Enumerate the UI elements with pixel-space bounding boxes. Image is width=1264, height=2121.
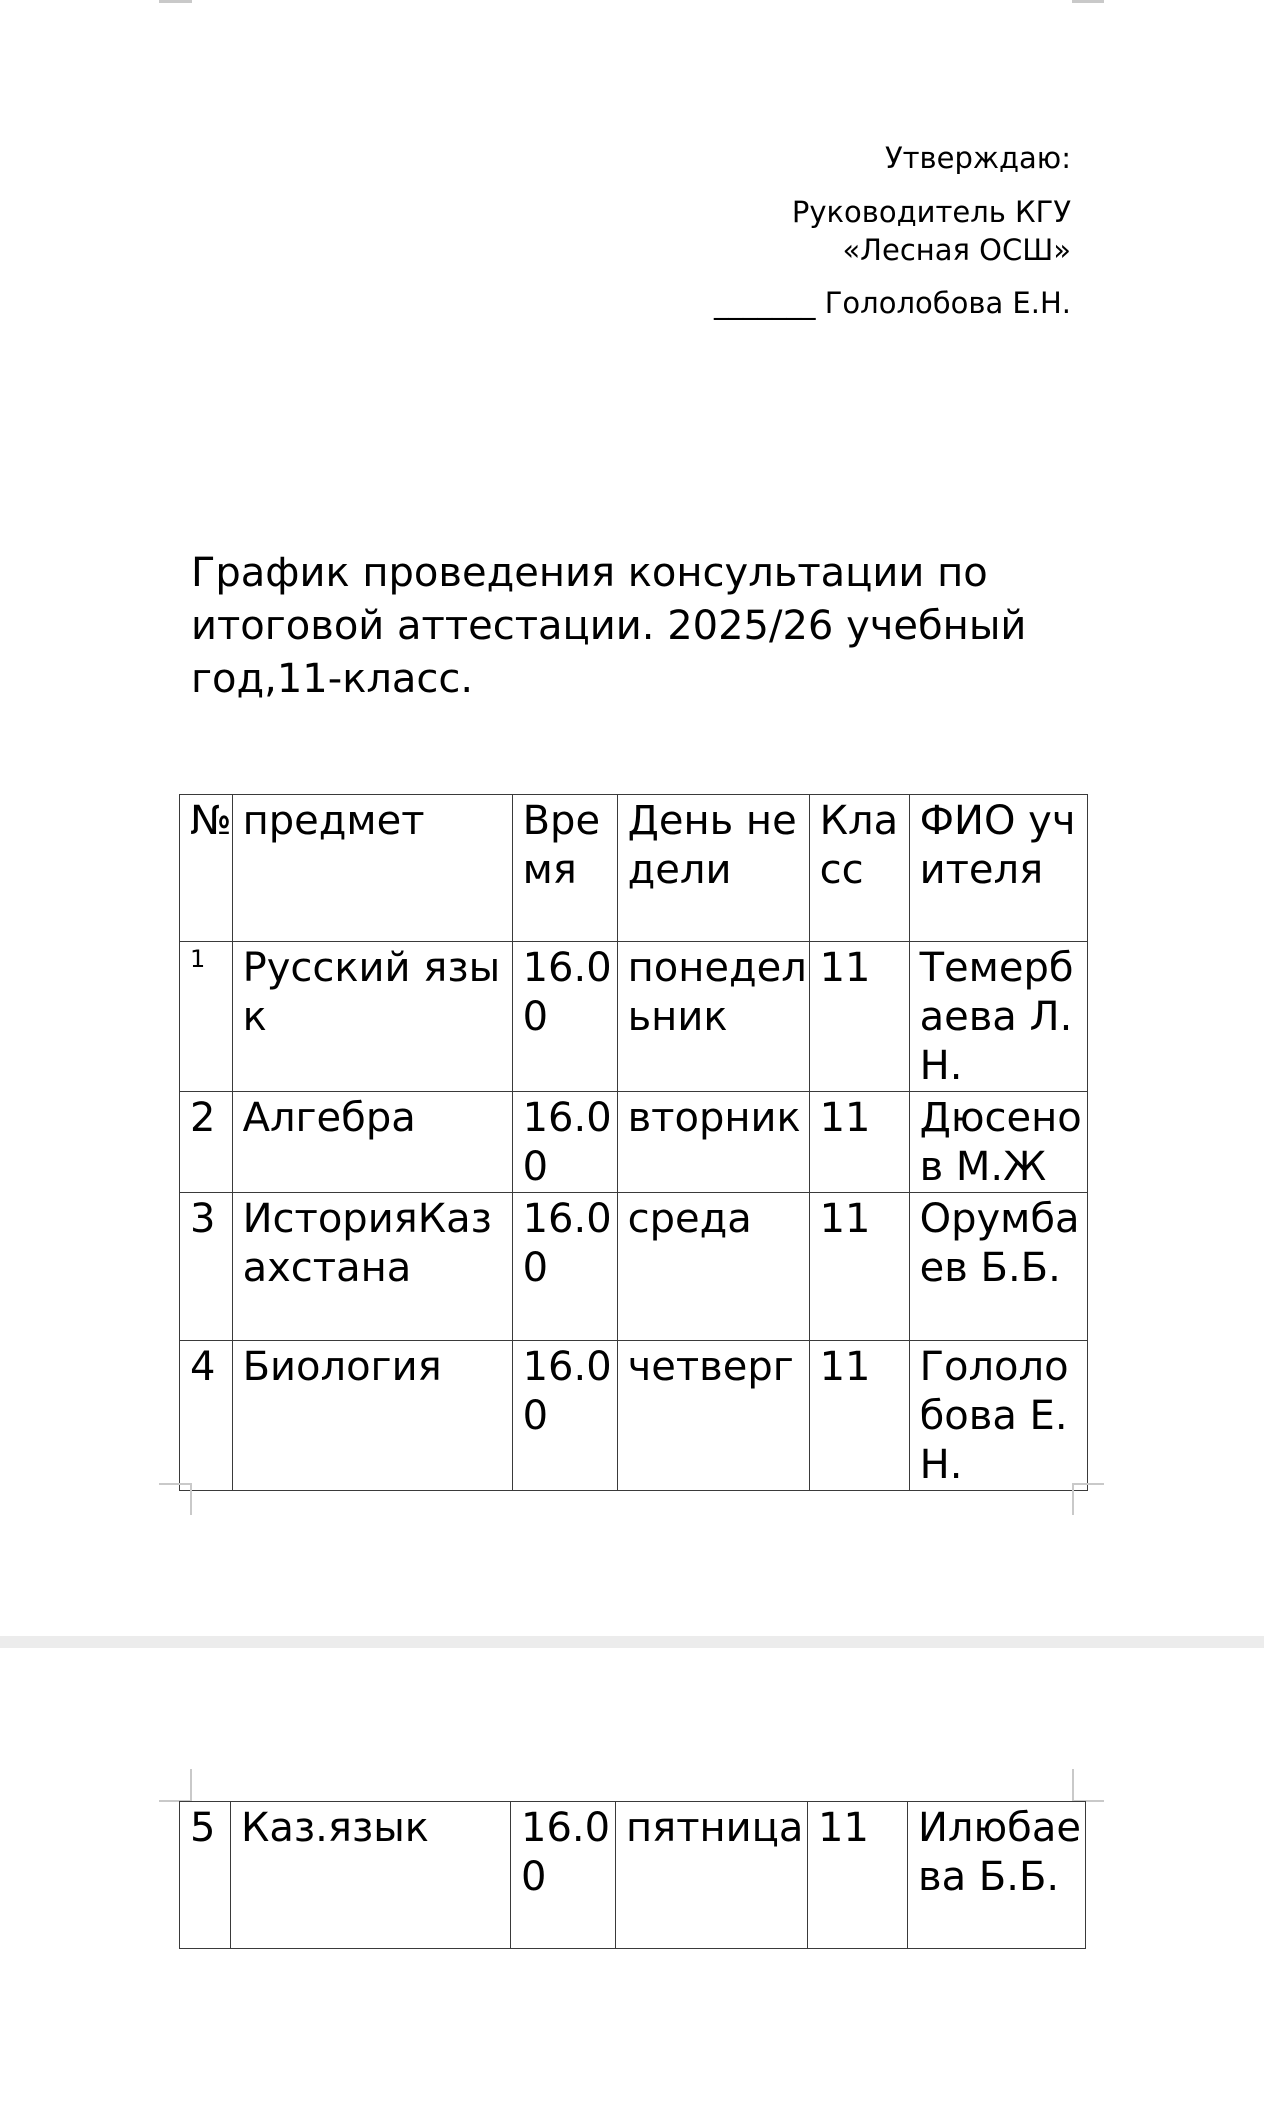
cell-class: 11 — [809, 1341, 909, 1491]
cell-class: 11 — [809, 942, 909, 1092]
crop-mark-bottom-left — [190, 1483, 192, 1515]
header-cell-time: Время — [512, 795, 617, 942]
table-row — [180, 1092, 1088, 1193]
cell-day: понедельник — [617, 942, 809, 1092]
cell-time: 16.00 — [512, 1092, 617, 1193]
approval-organization: «Лесная ОСШ» — [842, 233, 1071, 267]
approval-signature: _______ Гололобова Е.Н. — [714, 286, 1071, 320]
crop-mark-bottom-right — [1072, 1483, 1104, 1485]
crop-mark-bottom-right — [1072, 1483, 1074, 1515]
schedule-table — [179, 794, 1088, 1491]
header-cell-class: Класс — [809, 795, 909, 942]
document-title: График проведения консультации по итоговой аттестации. 2025/26 учебный год,11-класс. — [191, 550, 1027, 702]
table-row — [180, 1341, 1088, 1491]
cell-teacher: Орумбаев Б.Б. — [909, 1193, 1087, 1341]
header-cell-subject: предмет — [232, 795, 512, 942]
cell-class: 11 — [808, 1802, 908, 1949]
cell-day: четверг — [617, 1341, 809, 1491]
cell-number: 1 — [180, 942, 233, 1092]
page-separator — [0, 1636, 1264, 1648]
cell-number: 3 — [180, 1193, 233, 1341]
cell-number: 2 — [180, 1092, 233, 1193]
cell-subject: Каз.язык — [231, 1802, 511, 1949]
crop-mark-top-right — [1072, 0, 1074, 3]
cell-teacher: Темербаева Л.Н. — [909, 942, 1087, 1092]
crop-mark-top-right — [1072, 0, 1104, 3]
schedule-table-continued — [179, 1801, 1086, 1949]
cell-number: 4 — [180, 1341, 233, 1491]
cell-subject: Биология — [232, 1341, 512, 1491]
cell-time: 16.00 — [512, 942, 617, 1092]
cell-subject: Алгебра — [232, 1092, 512, 1193]
approval-position: Руководитель КГУ — [791, 195, 1071, 229]
table-header-row — [180, 795, 1088, 942]
cell-class: 11 — [809, 1193, 909, 1341]
cell-day: пятница — [616, 1802, 808, 1949]
cell-teacher: Илюбаева Б.Б. — [908, 1802, 1086, 1949]
table-row — [180, 1802, 1086, 1949]
cell-teacher: Дюсенов М.Ж — [909, 1092, 1087, 1193]
crop-mark-top-left — [190, 1769, 192, 1801]
cell-day: вторник — [617, 1092, 809, 1193]
header-cell-teacher: ФИО учителя — [909, 795, 1087, 942]
crop-mark-top-left — [190, 0, 192, 3]
cell-time: 16.00 — [511, 1802, 616, 1949]
header-cell-number: № — [180, 795, 233, 942]
cell-time: 16.00 — [512, 1193, 617, 1341]
header-cell-day: День недели — [617, 795, 809, 942]
cell-subject: ИсторияКазахстана — [232, 1193, 512, 1341]
cell-day: среда — [617, 1193, 809, 1341]
approval-heading: Утверждаю: — [884, 141, 1071, 175]
cell-teacher: Гололобова Е.Н. — [909, 1341, 1087, 1491]
cell-time: 16.00 — [512, 1341, 617, 1491]
table-row — [180, 942, 1088, 1092]
crop-mark-top-right — [1072, 1769, 1074, 1801]
crop-mark-top-left — [159, 0, 191, 3]
crop-mark-bottom-left — [159, 1483, 191, 1485]
cell-class: 11 — [809, 1092, 909, 1193]
table-row — [180, 1193, 1088, 1341]
cell-subject: Русский язык — [232, 942, 512, 1092]
cell-number: 5 — [180, 1802, 231, 1949]
